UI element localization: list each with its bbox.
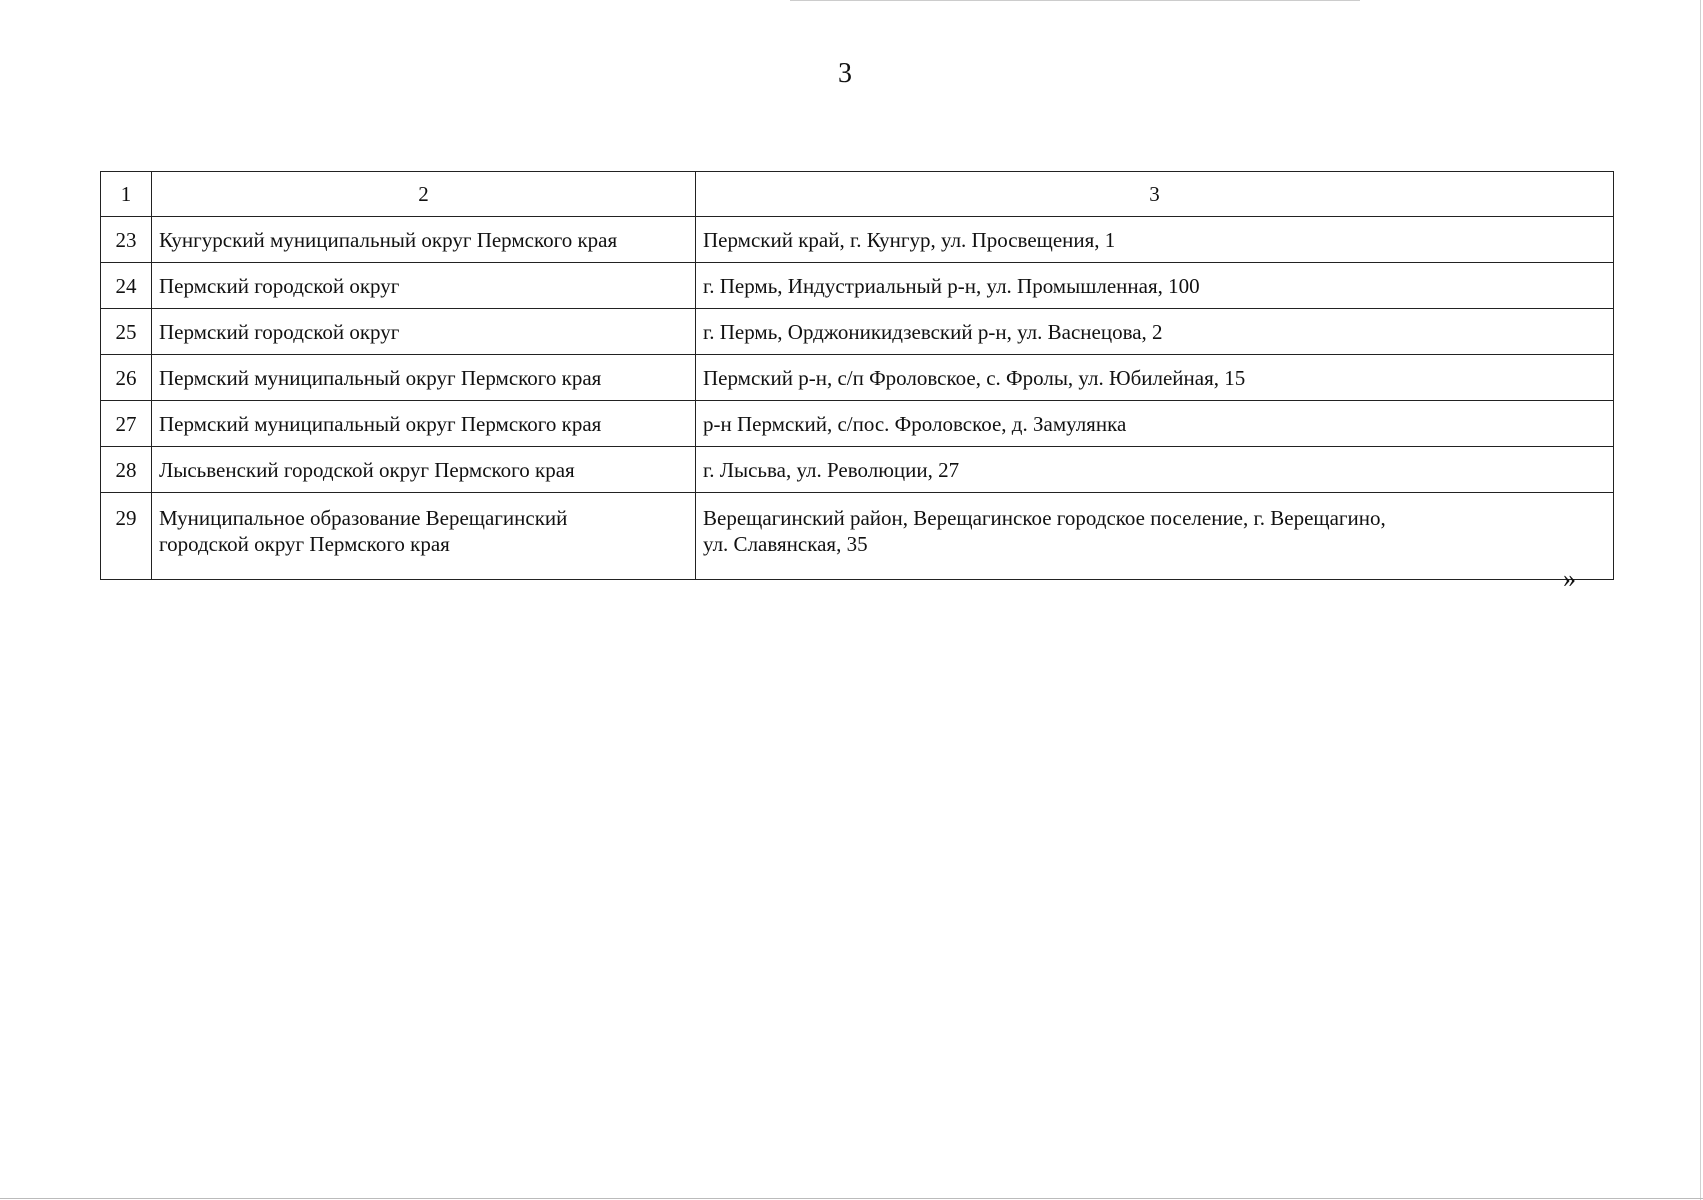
municipality-line: Муниципальное образование Верещагинский (159, 506, 568, 530)
column-number-1: 1 (101, 172, 152, 217)
municipality-cell: Лысьвенский городской округ Пермского края (152, 447, 696, 493)
municipality-cell: Пермский городской округ (152, 263, 696, 309)
row-number: 26 (101, 355, 152, 401)
scan-border-top (790, 0, 1360, 1)
row-number: 28 (101, 447, 152, 493)
row-number: 23 (101, 217, 152, 263)
address-cell: г. Лысьва, ул. Революции, 27 (696, 447, 1614, 493)
address-table (100, 171, 1614, 580)
municipality-cell: Пермский муниципальный округ Пермского края (152, 355, 696, 401)
table-row (101, 447, 1614, 493)
row-number: 25 (101, 309, 152, 355)
row-number: 24 (101, 263, 152, 309)
table-row (101, 217, 1614, 263)
address-cell: Пермский край, г. Кунгур, ул. Просвещения, 1 (696, 217, 1614, 263)
row-number: 29 (101, 493, 152, 580)
table-header-row (101, 172, 1614, 217)
address-cell (696, 493, 1614, 580)
address-cell: г. Пермь, Орджоникидзевский р-н, ул. Васнецова, 2 (696, 309, 1614, 355)
address-cell: г. Пермь, Индустриальный р-н, ул. Промышленная, 100 (696, 263, 1614, 309)
closing-quote-mark: » (1563, 564, 1576, 593)
page-number: 3 (838, 58, 852, 89)
column-number-3: 3 (696, 172, 1614, 217)
table-row (101, 355, 1614, 401)
table-row (101, 401, 1614, 447)
municipality-line: городской округ Пермского края (159, 532, 450, 556)
scan-border-bottom (0, 1198, 1703, 1199)
table-row (101, 309, 1614, 355)
municipality-cell (152, 493, 696, 580)
table-row (101, 263, 1614, 309)
column-number-2: 2 (152, 172, 696, 217)
address-cell: Пермский р-н, с/п Фроловское, с. Фролы, ул. Юбилейная, 15 (696, 355, 1614, 401)
table-row (101, 493, 1614, 580)
row-number: 27 (101, 401, 152, 447)
municipality-cell: Кунгурский муниципальный округ Пермского края (152, 217, 696, 263)
scan-border-right (1700, 0, 1701, 1200)
address-cell: р-н Пермский, с/пос. Фроловское, д. Замулянка (696, 401, 1614, 447)
municipality-cell: Пермский муниципальный округ Пермского края (152, 401, 696, 447)
address-line: Верещагинский район, Верещагинское городское поселение, г. Верещагино, (703, 506, 1386, 530)
municipality-cell: Пермский городской округ (152, 309, 696, 355)
address-line: ул. Славянская, 35 (703, 532, 868, 556)
